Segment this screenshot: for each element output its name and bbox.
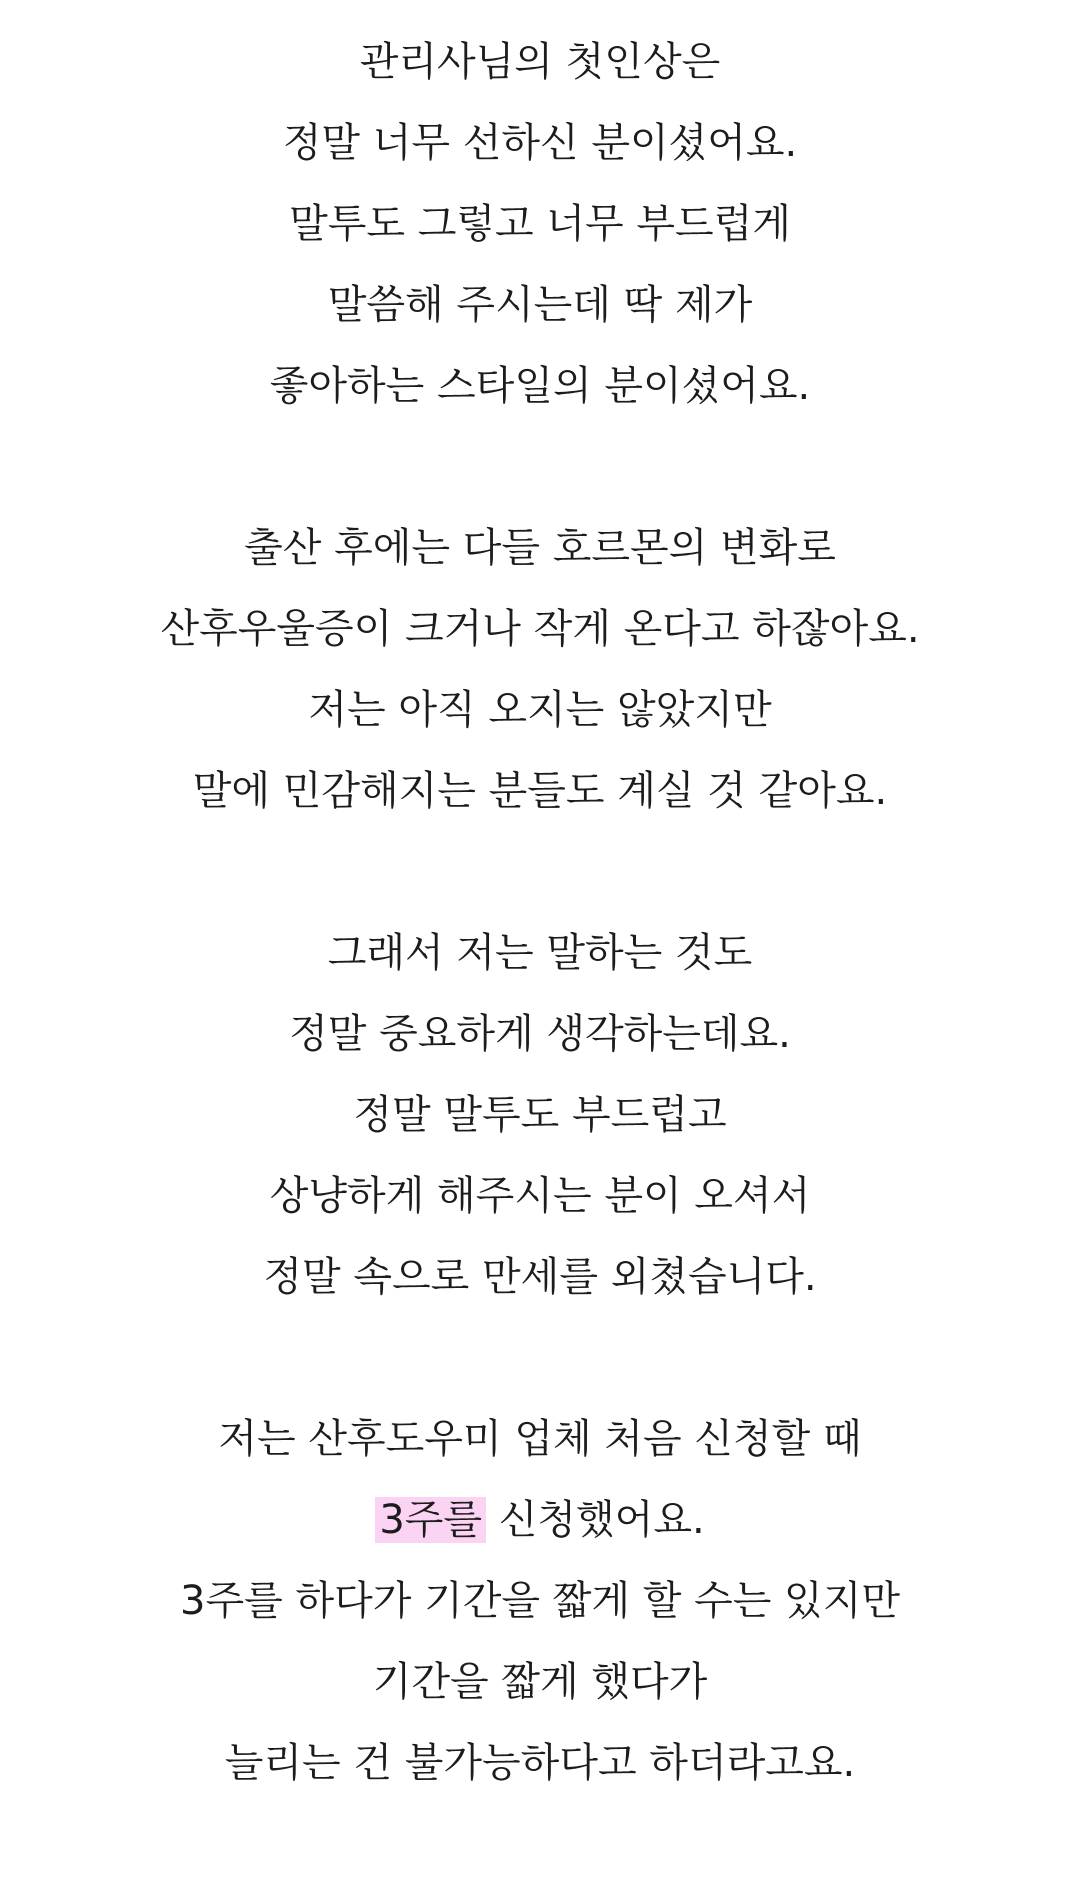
text-line: 출산 후에는 다들 호르몬의 변화로: [244, 525, 836, 571]
paragraph-application: [0, 1399, 1080, 1804]
highlight-mark: 3주를: [375, 1497, 486, 1543]
text-line: 좋아하는 스타일의 분이셨어요.: [269, 363, 811, 409]
paragraph-first-impression: [0, 22, 1080, 427]
paragraph-postpartum: [0, 508, 1080, 832]
text-line: 기간을 짧게 했다가: [372, 1659, 708, 1705]
text-line: 그래서 저는 말하는 것도: [327, 930, 753, 976]
text-line: 정말 속으로 만세를 외쳤습니다.: [263, 1254, 817, 1300]
text-line: 말씀해 주시는데 딱 제가: [327, 282, 753, 328]
text-line: 3주를 하다가 기간을 짧게 할 수는 있지만: [180, 1578, 900, 1624]
text-line: 상냥하게 해주시는 분이 오셔서: [269, 1173, 811, 1219]
text-line: 정말 말투도 부드럽고: [353, 1092, 727, 1138]
text-line: 말에 민감해지는 분들도 계실 것 같아요.: [192, 768, 888, 814]
text-line: 말투도 그렇고 너무 부드럽게: [289, 201, 791, 247]
text-line: 정말 중요하게 생각하는데요.: [289, 1011, 791, 1057]
text-line-highlighted: [0, 1480, 1080, 1561]
text-line: 관리사님의 첫인상은: [359, 39, 721, 85]
text-line: 늘리는 건 불가능하다고 하더라고요.: [224, 1740, 856, 1786]
text-line: 저는 아직 오지는 않았지만: [308, 687, 772, 733]
text-line: 정말 너무 선하신 분이셨어요.: [282, 120, 798, 166]
paragraph-speech: [0, 913, 1080, 1318]
text-line: 산후우울증이 크거나 작게 온다고 하잖아요.: [160, 606, 920, 652]
article-body: [0, 22, 1080, 1885]
text-line: 저는 산후도우미 업체 처음 신청할 때: [218, 1416, 862, 1462]
highlight-line-rest: 신청했어요.: [486, 1497, 705, 1543]
